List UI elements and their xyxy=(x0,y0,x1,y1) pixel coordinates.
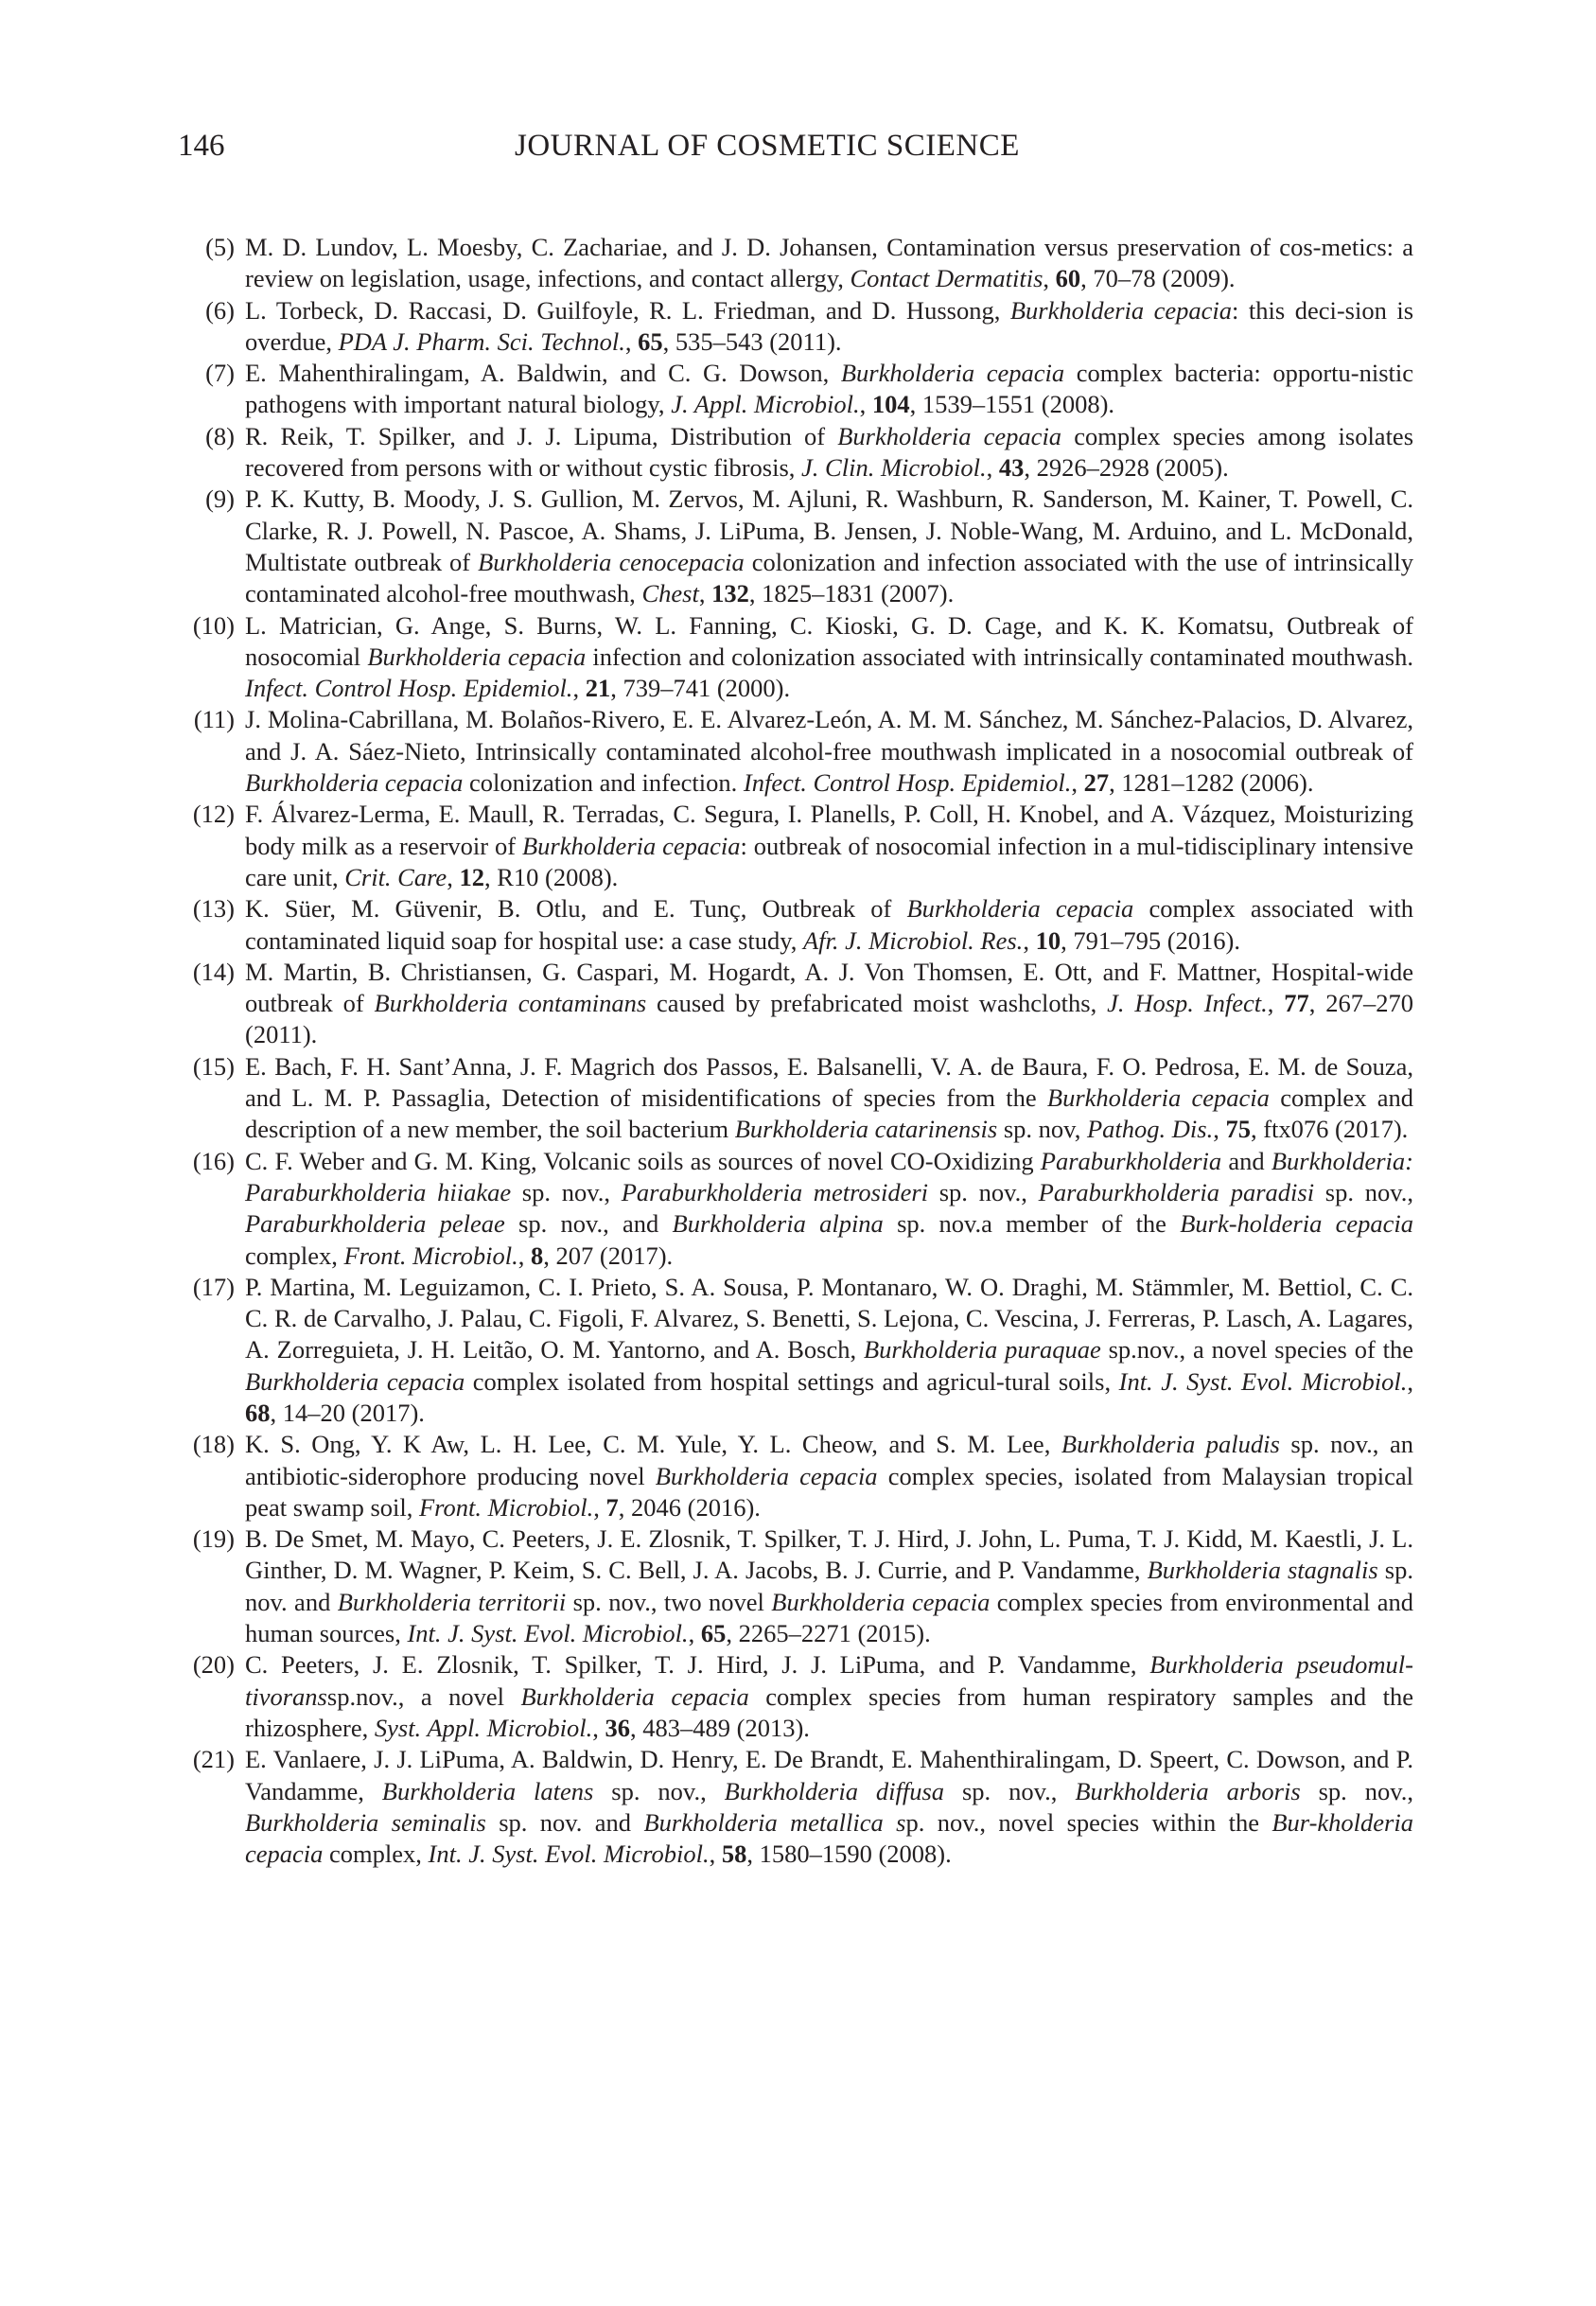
text-run: , xyxy=(1023,925,1036,955)
text-run: sp. nov., an antibiotic-siderophore producing novel xyxy=(245,1430,1413,1490)
volume-number: 21 xyxy=(585,674,611,703)
text-run: complex species among isolates recovered from persons with or without cystic fibrosis, xyxy=(245,421,1414,483)
text-run: , xyxy=(1043,264,1056,293)
italic-run: Paraburkholderia peleae xyxy=(245,1209,505,1239)
volume-number: 43 xyxy=(998,453,1025,483)
text-run: complex, xyxy=(245,1241,344,1270)
reference-number: (9) xyxy=(205,484,235,514)
text-run: , xyxy=(986,453,999,483)
italic-run: Burkholderia latens xyxy=(381,1776,594,1805)
text-run: sp. nov.a member of the xyxy=(883,1209,1181,1239)
italic-run: Burkholderia cepacia xyxy=(771,1587,991,1616)
reference-text xyxy=(245,484,1413,609)
text-run: sp. nov, xyxy=(997,1115,1087,1144)
text-run: complex species from human respiratory samples and the rhizosphere, xyxy=(245,1681,1413,1742)
text-run: colonization and infection. xyxy=(463,768,744,798)
italic-run: Syst. Appl. Microbiol. xyxy=(374,1713,593,1742)
text-run: L. Matrician, G. Ange, S. Burns, W. L. Fanning, C. Kioski, G. D. Cage, and K. K. Komatsu, Outbreak of nosocomial xyxy=(245,610,1413,671)
volume-number: 75 xyxy=(1225,1115,1251,1144)
text-run: , xyxy=(592,1713,605,1742)
reference-number: (10) xyxy=(192,610,235,640)
italic-run: Burkholderia cepacia xyxy=(1009,295,1233,325)
italic-run: Infect. Control Hosp. Epidemiol. xyxy=(245,674,573,703)
text-run: sp. nov. and xyxy=(485,1807,644,1837)
italic-run: Burkholderia cepacia xyxy=(245,1366,465,1396)
volume-number: 12 xyxy=(459,862,484,891)
text-run: sp. nov., two novel xyxy=(566,1587,772,1616)
reference-item xyxy=(176,1744,1413,1870)
volume-number: 8 xyxy=(531,1241,544,1270)
reference-item xyxy=(176,799,1413,893)
reference-item xyxy=(176,1429,1413,1523)
text-run: complex isolated from hospital settings and agricul-tural soils, xyxy=(465,1366,1119,1396)
text-run: , 1281–1282 (2006). xyxy=(1109,768,1314,798)
volume-number: 77 xyxy=(1284,989,1309,1018)
italic-run: J. Appl. Microbiol. xyxy=(671,390,860,419)
reference-item xyxy=(176,1272,1413,1429)
text-run: F. Álvarez-Lerma, E. Maull, R. Terradas, C. Segura, I. Planells, P. Coll, H. Knobel, and A. Vázquez, Moisturizing body milk as a reservoir of xyxy=(245,800,1413,860)
italic-run: Burkholderia puraquae xyxy=(863,1335,1101,1364)
reference-number: (14) xyxy=(192,957,235,986)
reference-item xyxy=(176,610,1413,705)
volume-number: 10 xyxy=(1035,925,1061,955)
italic-run: Pathog. Dis. xyxy=(1086,1115,1214,1144)
italic-run: Burkholderia cepacia xyxy=(521,831,741,860)
text-run: , xyxy=(447,862,460,891)
reference-item xyxy=(176,893,1413,957)
text-run: , xyxy=(698,579,712,608)
italic-run: Burkholderia cepacia xyxy=(906,894,1134,924)
reference-item xyxy=(176,957,1413,1051)
reference-item xyxy=(176,1649,1413,1744)
text-run: , xyxy=(859,390,872,419)
volume-number: 58 xyxy=(721,1840,747,1869)
volume-number: 104 xyxy=(871,390,910,419)
running-head: JOURNAL OF COSMETIC SCIENCE xyxy=(515,129,1020,163)
italic-run: Int. J. Syst. Evol. Microbiol. xyxy=(428,1840,710,1869)
text-run: , xyxy=(1267,989,1285,1018)
text-run: , xyxy=(517,1241,532,1270)
volume-number: 68 xyxy=(245,1398,271,1427)
text-run: : outbreak of nosocomial infection in a mul-tidisciplinary intensive care unit, xyxy=(245,831,1413,891)
italic-run: Paraburkholderia paradisi xyxy=(1038,1177,1315,1206)
text-run: , xyxy=(1071,768,1084,798)
text-run: : this deci-sion is overdue, xyxy=(245,295,1414,356)
text-run: , 535–543 (2011). xyxy=(662,326,842,356)
italic-run: Burkholderia cepacia xyxy=(840,359,1065,388)
text-run: complex and description of a new member, the soil bacterium xyxy=(245,1083,1413,1144)
text-run: complex species, isolated from Malaysian tropical peat swamp soil, xyxy=(245,1461,1413,1522)
reference-number: (16) xyxy=(192,1146,235,1175)
text-run: , R10 (2008). xyxy=(483,862,619,891)
text-run: , 207 (2017). xyxy=(543,1241,674,1270)
text-run: and xyxy=(1221,1146,1272,1175)
italic-run: Burkholderia contaminans xyxy=(374,989,647,1018)
text-run: sp. nov., xyxy=(593,1776,725,1805)
reference-text xyxy=(245,232,1413,295)
text-run: , 2926–2928 (2005). xyxy=(1024,453,1229,483)
text-run: P. K. Kutty, B. Moody, J. S. Gullion, M. Zervos, M. Ajluni, R. Washburn, R. Sanderson, M. Kainer, T. Powell, C. Clarke, R. J. Powell, N. Pascoe, A. Shams, J. LiPuma, B. Jensen, J. Noble-Wang, M. Arduino, and L. McDonald, Multistate outbreak of xyxy=(245,484,1413,576)
text-run: , xyxy=(593,1492,606,1522)
reference-number: (5) xyxy=(205,233,235,261)
reference-item xyxy=(176,1146,1413,1272)
text-run: complex species from environmental and human sources, xyxy=(245,1587,1414,1648)
italic-run: Burkholderia cepacia xyxy=(837,421,1062,450)
text-run: C. Peeters, J. E. Zlosnik, T. Spilker, T. J. Hird, J. J. LiPuma, and P. Vandamme, xyxy=(245,1650,1150,1680)
text-run: , xyxy=(572,674,586,703)
text-run: E. Bach, F. H. Sant’Anna, J. F. Magrich dos Passos, E. Balsanelli, V. A. de Baura, F. O. Pedrosa, E. M. de Souza, and L. M. P. Passaglia, Detection of misidentifications of species from the xyxy=(245,1051,1413,1113)
italic-run: Burkholderia diffusa xyxy=(724,1776,945,1805)
italic-run: Burkholderia stagnalis xyxy=(1147,1556,1378,1585)
text-run: B. De Smet, M. Mayo, C. Peeters, J. E. Zlosnik, T. Spilker, T. J. Hird, J. John, L. Puma, T. J. Kidd, M. Kaestli, J. L. Ginther, D. M. Wagner, P. Keim, S. C. Bell, J. A. Jacobs, B. J. Currie, and P. Vandamme, xyxy=(245,1524,1413,1585)
italic-run: Burkholderia pseudomul-tivorans xyxy=(245,1650,1413,1711)
text-run: M. D. Lundov, L. Moesby, C. Zachariae, and J. D. Johansen, Contamination versus preservation of cos-metics: a review on legislation, usage, infections, and contact allergy, xyxy=(245,233,1413,293)
text-run: sp. nov., xyxy=(511,1177,622,1206)
italic-run: Chest xyxy=(641,579,699,608)
text-run: , 1580–1590 (2008). xyxy=(746,1840,952,1869)
page-number: 146 xyxy=(178,129,225,163)
text-run: sp. nov., xyxy=(1314,1177,1413,1206)
volume-number: 7 xyxy=(605,1492,619,1522)
text-run: sp. nov., xyxy=(944,1776,1076,1805)
reference-number: (17) xyxy=(192,1272,235,1301)
text-run: colonization and infection associated with the use of intrinsically contaminated alcohol-free mouthwash, xyxy=(245,547,1414,608)
reference-number: (15) xyxy=(192,1051,235,1081)
reference-text xyxy=(245,1272,1413,1429)
italic-run: Burkholderia territorii xyxy=(337,1587,567,1616)
italic-run: Burkholderia cepacia xyxy=(1046,1083,1270,1113)
italic-run: Int. J. Syst. Evol. Microbiol. xyxy=(1118,1366,1408,1396)
italic-run: Paraburkholderia metrosideri xyxy=(621,1177,929,1206)
text-run: , 483–489 (2013). xyxy=(630,1713,810,1742)
reference-number: (11) xyxy=(193,705,235,734)
text-run: R. Reik, T. Spilker, and J. J. Lipuma, Distribution of xyxy=(245,421,838,450)
reference-number: (12) xyxy=(192,800,235,829)
text-run: , xyxy=(1407,1366,1413,1396)
reference-number: (8) xyxy=(205,421,235,450)
text-run: sp.nov., a novel xyxy=(326,1681,521,1711)
text-run: p. nov., novel species within the xyxy=(905,1807,1272,1837)
reference-text xyxy=(245,704,1413,799)
volume-number: 60 xyxy=(1055,264,1081,293)
italic-run: Burkholderia arboris xyxy=(1075,1776,1301,1805)
reference-item xyxy=(176,484,1413,609)
text-run: complex, xyxy=(323,1840,429,1869)
italic-run: Burk-holderia cepacia xyxy=(1180,1209,1413,1239)
italic-run: Burkholderia cepacia xyxy=(245,768,464,798)
text-run: , 791–795 (2016). xyxy=(1061,925,1240,955)
reference-item xyxy=(176,1523,1413,1649)
italic-run: Burkholderia seminalis xyxy=(245,1807,486,1837)
text-run: , 2265–2271 (2015). xyxy=(726,1619,931,1648)
text-run: , 1539–1551 (2008). xyxy=(909,390,1115,419)
reference-text xyxy=(245,295,1413,359)
volume-number: 36 xyxy=(605,1713,631,1742)
italic-run: Burkholderia cepacia xyxy=(655,1461,878,1490)
reference-item xyxy=(176,421,1413,484)
text-run: E. Mahenthiralingam, A. Baldwin, and C. G. Dowson, xyxy=(245,359,841,388)
reference-text xyxy=(245,1051,1413,1146)
volume-number: 27 xyxy=(1083,768,1110,798)
text-run: P. Martina, M. Leguizamon, C. I. Prieto, S. A. Sousa, P. Montanaro, W. O. Draghi, M. Stämmler, M. Bettiol, C. C. C. R. de Carvalho, J. Palau, C. Figoli, F. Alvarez, S. Benetti, S. Lejona, C. Vescina, J. Ferreras, P. Lasch, A. Lagares, A. Zorreguieta, J. H. Leitão, O. M. Yantorno, and A. Bosch, xyxy=(245,1272,1413,1364)
text-run: J. Molina-Cabrillana, M. Bolaños-Rivero, E. E. Alvarez-León, A. M. M. Sánchez, M. Sánchez-Palacios, D. Alvarez, and J. A. Sáez-Nieto, Intrinsically contaminated alcohol-free mouthwash implicated in a nosocomial outbreak of xyxy=(245,705,1413,766)
text-run: , xyxy=(709,1840,722,1869)
reference-item xyxy=(176,1051,1413,1146)
reference-item xyxy=(176,358,1413,421)
reference-list xyxy=(176,232,1413,1870)
italic-run: Front. Microbiol. xyxy=(343,1241,518,1270)
italic-run: Paraburkholderia xyxy=(1040,1146,1222,1175)
text-run: , 14–20 (2017). xyxy=(270,1398,425,1427)
italic-run: Int. J. Syst. Evol. Microbiol. xyxy=(407,1619,689,1648)
text-run: , 1825–1831 (2007). xyxy=(748,579,955,608)
text-run: , 70–78 (2009). xyxy=(1080,264,1236,293)
reference-text xyxy=(245,957,1413,1051)
reference-number: (7) xyxy=(205,359,235,388)
text-run: K. Süer, M. Güvenir, B. Otlu, and E. Tunç, Outbreak of xyxy=(245,894,907,924)
reference-text xyxy=(245,1649,1413,1744)
reference-number: (19) xyxy=(192,1524,235,1554)
italic-run: J. Hosp. Infect. xyxy=(1107,989,1268,1018)
text-run: , xyxy=(1213,1115,1226,1144)
italic-run: Burkholderia catarinensis xyxy=(734,1115,998,1144)
italic-run: Burkholderia metallica s xyxy=(643,1807,906,1837)
text-run: , 2046 (2016). xyxy=(618,1492,761,1522)
italic-run: Contact Dermatitis xyxy=(850,264,1044,293)
text-run: complex associated with contaminated liquid soap for hospital use: a case study, xyxy=(245,894,1413,955)
italic-run: Burkholderia cepacia xyxy=(520,1681,749,1711)
volume-number: 132 xyxy=(711,579,749,608)
italic-run: Burkholderia cepacia xyxy=(367,642,587,671)
reference-text xyxy=(245,799,1413,893)
reference-text xyxy=(245,358,1413,421)
text-run: complex bacteria: opportu-nistic pathogens with important natural biology, xyxy=(245,359,1413,419)
reference-item xyxy=(176,295,1413,359)
text-run: sp. nov., xyxy=(1300,1776,1414,1805)
text-run: infection and colonization associated with intrinsically contaminated mouthwash. xyxy=(586,642,1413,671)
reference-number: (6) xyxy=(205,295,235,325)
text-run: sp. nov. and xyxy=(245,1556,1413,1616)
reference-number: (21) xyxy=(192,1745,235,1774)
text-run: K. S. Ong, Y. K Aw, L. H. Lee, C. M. Yule, Y. L. Cheow, and S. M. Lee, xyxy=(245,1430,1061,1459)
reference-text xyxy=(245,1429,1413,1523)
italic-run: Burkholderia alpina xyxy=(672,1209,884,1239)
italic-run: Afr. J. Microbiol. Res. xyxy=(802,925,1024,955)
italic-run: Front. Microbiol. xyxy=(419,1492,594,1522)
reference-text xyxy=(245,1523,1413,1649)
italic-run: Burkholderia cenocepacia xyxy=(478,547,745,576)
reference-number: (20) xyxy=(192,1650,235,1680)
text-run: sp.nov., a novel species of the xyxy=(1100,1335,1414,1364)
italic-run: Burkholderia: Paraburkholderia hiiakae xyxy=(245,1146,1413,1206)
reference-number: (13) xyxy=(192,894,235,924)
text-run: L. Torbeck, D. Raccasi, D. Guilfoyle, R. L. Friedman, and D. Hussong, xyxy=(245,295,1010,325)
text-run: M. Martin, B. Christiansen, G. Caspari, M. Hogardt, A. J. Von Thomsen, E. Ott, and F. Mattner, Hospital-wide outbreak of xyxy=(245,957,1413,1018)
text-run: , ftx076 (2017). xyxy=(1250,1115,1409,1144)
text-run: caused by prefabricated moist washcloths, xyxy=(646,989,1108,1018)
text-run: , 267–270 (2011). xyxy=(245,989,1413,1049)
italic-run: Infect. Control Hosp. Epidemiol. xyxy=(743,768,1072,798)
italic-run: PDA J. Pharm. Sci. Technol. xyxy=(338,326,625,356)
text-run: C. F. Weber and G. M. King, Volcanic soils as sources of novel CO-Oxidizing xyxy=(245,1146,1041,1175)
text-run: E. Vanlaere, J. J. LiPuma, A. Baldwin, D. Henry, E. De Brandt, E. Mahenthiralingam, D. Speert, C. Dowson, and P. Vandamme, xyxy=(245,1745,1413,1805)
reference-number: (18) xyxy=(192,1430,235,1459)
reference-text xyxy=(245,1744,1413,1870)
reference-text xyxy=(245,893,1413,957)
text-run: , xyxy=(624,326,639,356)
reference-item xyxy=(176,232,1413,295)
reference-text xyxy=(245,421,1413,484)
italic-run: Crit. Care xyxy=(344,862,447,891)
volume-number: 65 xyxy=(700,1619,727,1648)
reference-text xyxy=(245,610,1413,705)
italic-run: J. Clin. Microbiol. xyxy=(801,453,987,483)
text-run: sp. nov., xyxy=(928,1177,1039,1206)
text-run: , xyxy=(688,1619,701,1648)
text-run: , 739–741 (2000). xyxy=(610,674,791,703)
volume-number: 65 xyxy=(638,326,663,356)
reference-item xyxy=(176,704,1413,799)
italic-run: Bur-kholderia cepacia xyxy=(245,1807,1413,1869)
italic-run: Burkholderia paludis xyxy=(1061,1430,1280,1459)
reference-text xyxy=(245,1146,1413,1272)
text-run: sp. nov., and xyxy=(504,1209,673,1239)
